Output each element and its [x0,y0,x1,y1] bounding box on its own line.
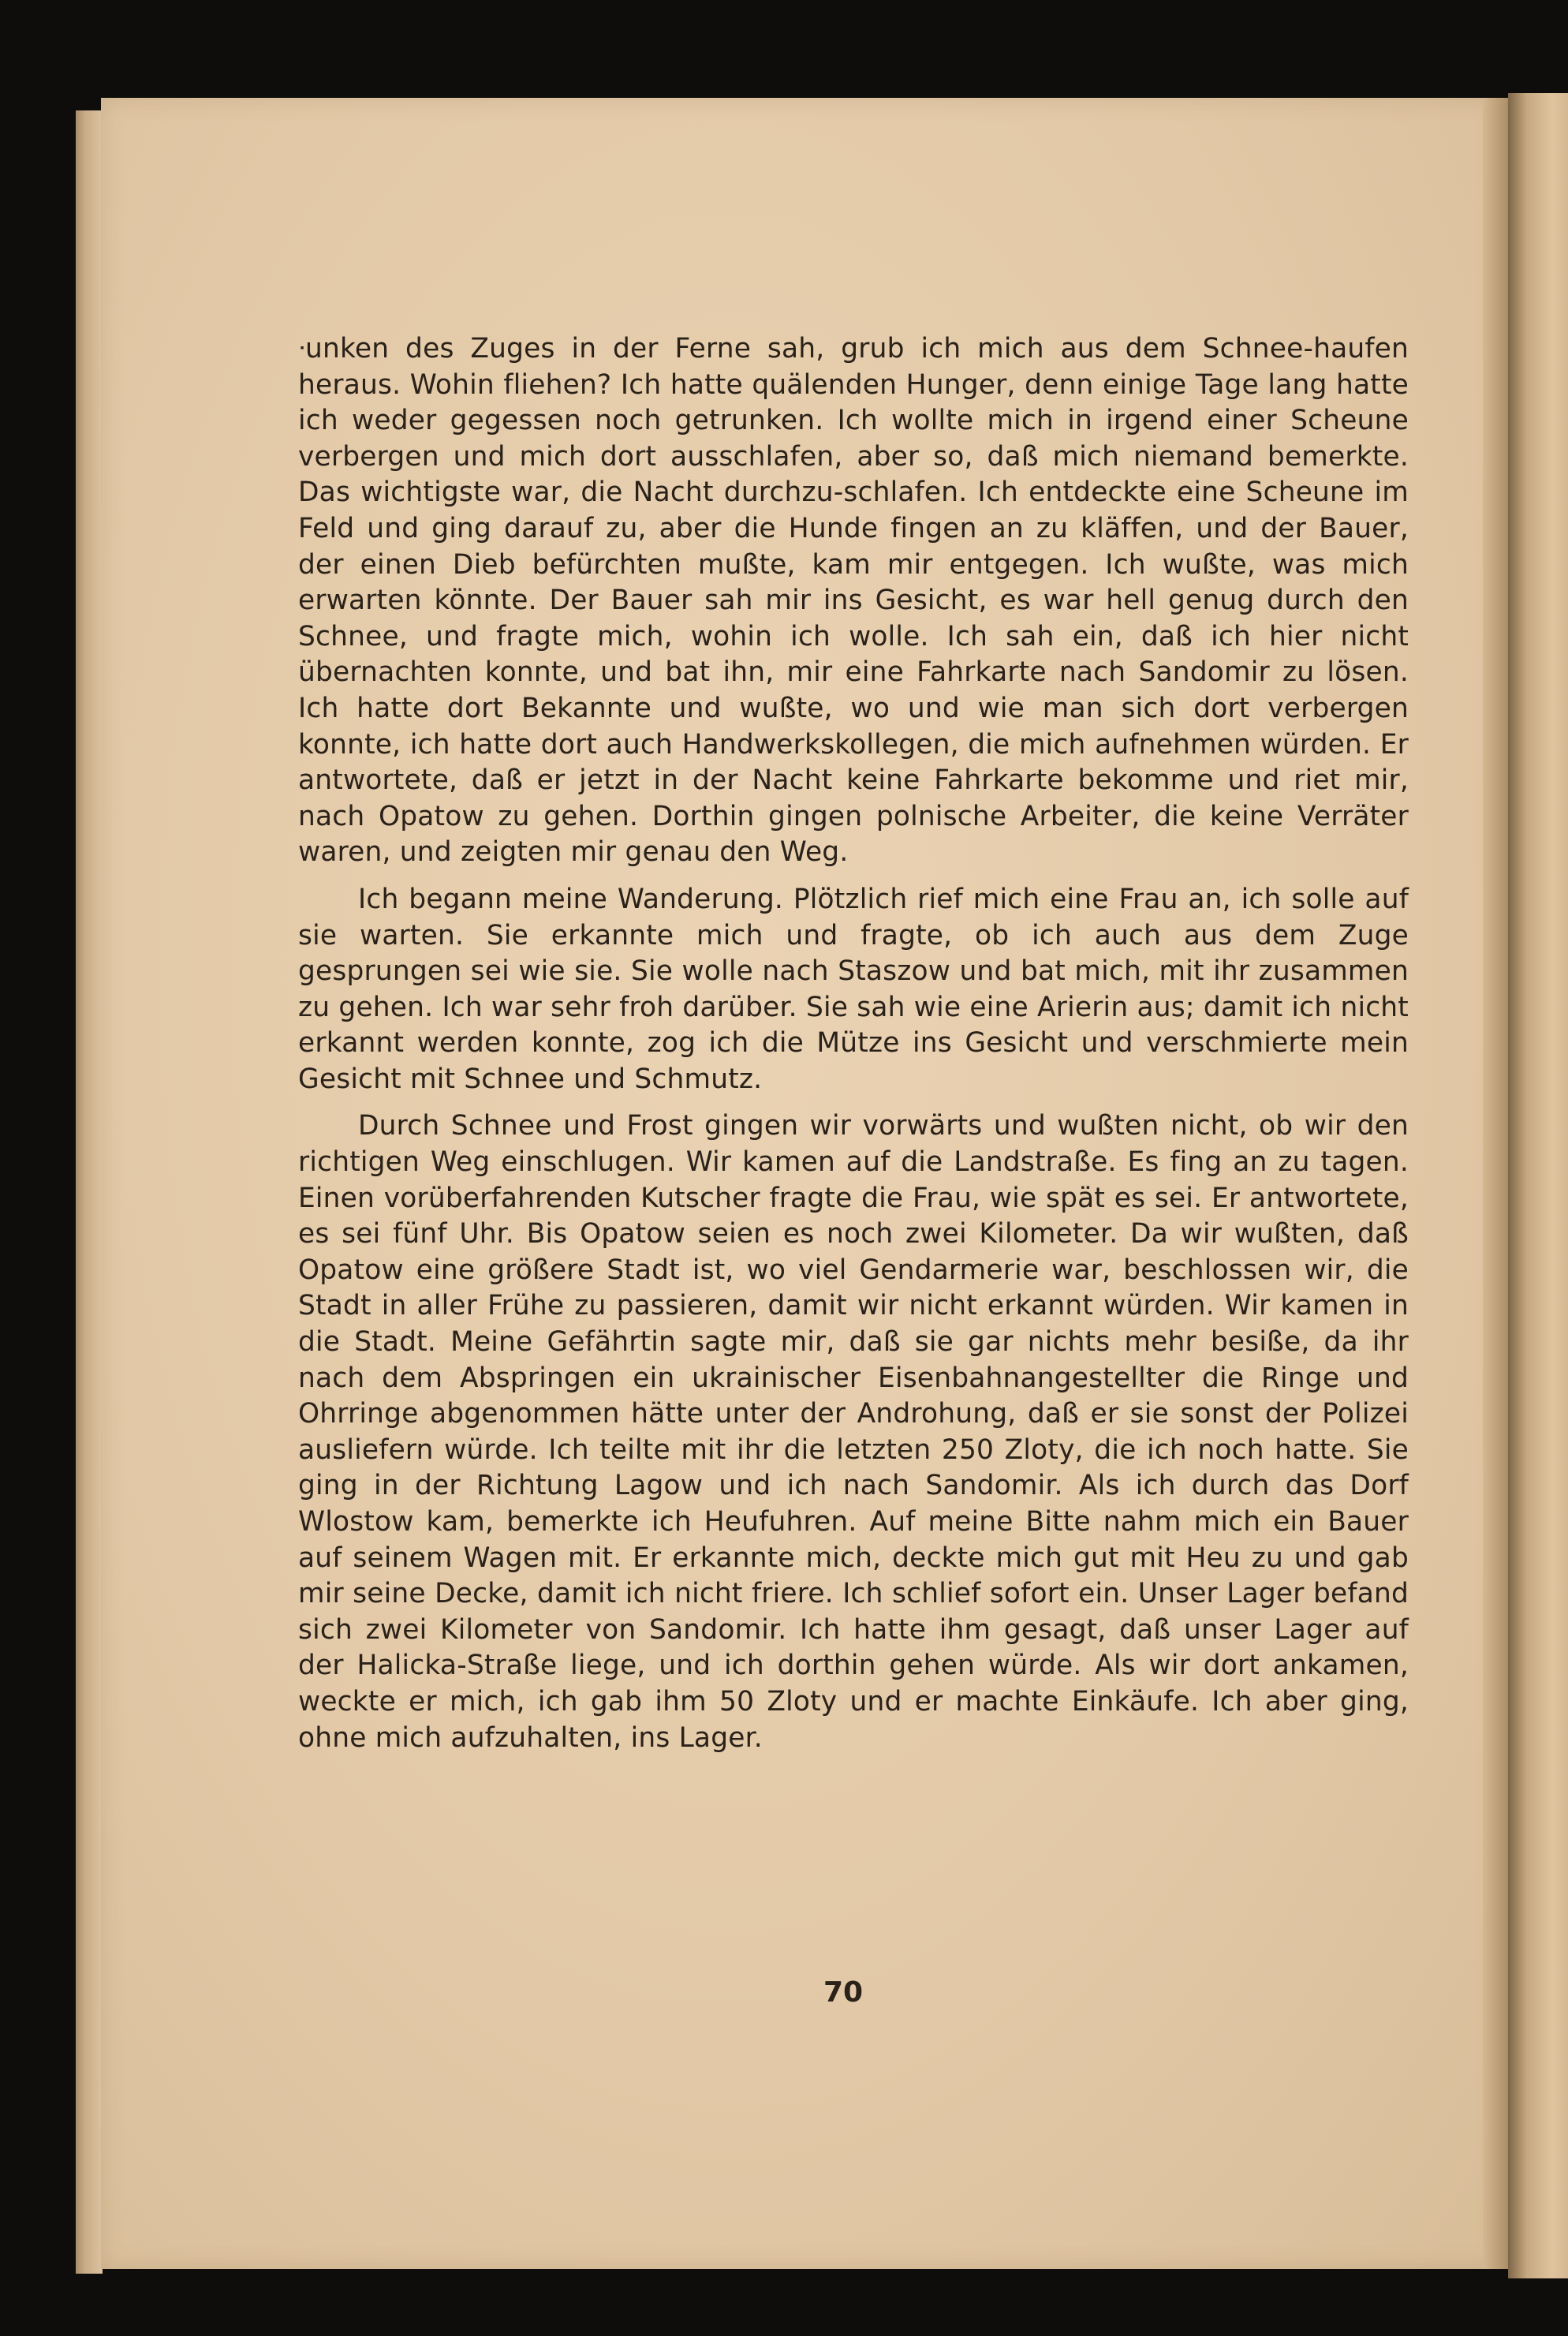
body-text [298,331,1409,1767]
paragraph-2: Ich begann meine Wanderung. Plötzlich rief mich eine Frau an, ich solle auf sie warten. Sie erkannte mich und fragte, ob ich auch aus dem Zuge gesprungen sei wie sie. Sie wolle nach Staszow und bat mich, mit ihr zusammen zu gehen. Ich war sehr froh darüber. Sie sah wie eine Arierin aus; damit ich nicht erkannt werden konnte, zog ich die Mütze ins Gesicht und verschmierte mein Gesicht mit Schnee und Schmutz. [298,883,1409,1095]
paragraph-1: ᐧunken des Zuges in der Ferne sah, grub ich mich aus dem Schnee-haufen heraus. Wohin fliehen? Ich hatte quälenden Hunger, denn einige Tage lang hatte ich weder gegessen noch getrunken. Ich wollte mich in irgend einer Scheune verbergen und mich dort ausschlafen, aber so, daß mich niemand bemerkte. Das wichtigste war, die Nacht durchzu-schlafen. Ich entdeckte eine Scheune im Feld und ging darauf zu, aber die Hunde fingen an zu kläffen, und der Bauer, der einen Dieb befürchten mußte, kam mir entgegen. Ich wußte, was mich erwarten könnte. Der Bauer sah mir ins Gesicht, es war hell genug durch den Schnee, und fragte mich, wohin ich wolle. Ich sah ein, daß ich hier nicht übernachten konnte, und bat ihn, mir eine Fahrkarte nach Sandomir zu lösen. Ich hatte dort Bekannte und wußte, wo und wie man sich dort verbergen konnte, ich hatte dort auch Handwerkskollegen, die mich aufnehmen würden. Er antwortete, daß er jetzt in der Nacht keine Fahrkarte bekomme und riet mir, nach Opatow zu gehen. Dorthin gingen polnische Arbeiter, die keine Verräter waren, und zeigten mir genau den Weg. [298,333,1409,869]
left-page-edge [76,110,103,2274]
page-number: 70 [823,1976,864,2009]
next-page-edge [1508,93,1568,2278]
paragraph-3: Durch Schnee und Frost gingen wir vorwärts und wußten nicht, ob wir den richtigen Weg einschlugen. Wir kamen auf die Landstraße. Es fing an zu tagen. Einen vorüberfahrenden Kutscher fragte die Frau, wie spät es sei. Er antwortete, es sei fünf Uhr. Bis Opatow seien es noch zwei Kilometer. Da wir wußten, daß Opatow eine größere Stadt ist, wo viel Gendarmerie war, beschlossen wir, die Stadt in aller Frühe zu passieren, damit wir nicht erkannt würden. Wir kamen in die Stadt. Meine Gefährtin sagte mir, daß sie gar nichts mehr besiße, da ihr nach dem Abspringen ein ukrainischer Eisenbahnangestellter die Ringe und Ohrringe abgenommen hätte unter der Androhung, daß er sie sonst der Polizei ausliefern würde. Ich teilte mit ihr die letzten 250 Zloty, die ich noch hatte. Sie ging in der Richtung Lagow und ich nach Sandomir. Als ich durch das Dorf Wlostow kam, bemerkte ich Heufuhren. Auf meine Bitte nahm mich ein Bauer auf seinem Wagen mit. Er erkannte mich, deckte mich gut mit Heu zu und gab mir seine Decke, damit ich nicht friere. Ich schlief sofort ein. Unser Lager befand sich zwei Kilometer von Sandomir. Ich hatte ihm gesagt, daß unser Lager auf der Halicka-Straße liege, und ich dorthin gehen würde. Als wir dort ankamen, weckte er mich, ich gab ihm 50 Zloty und er machte Einkäufe. Ich aber ging, ohne mich aufzuhalten, ins Lager. [298,1110,1409,1754]
